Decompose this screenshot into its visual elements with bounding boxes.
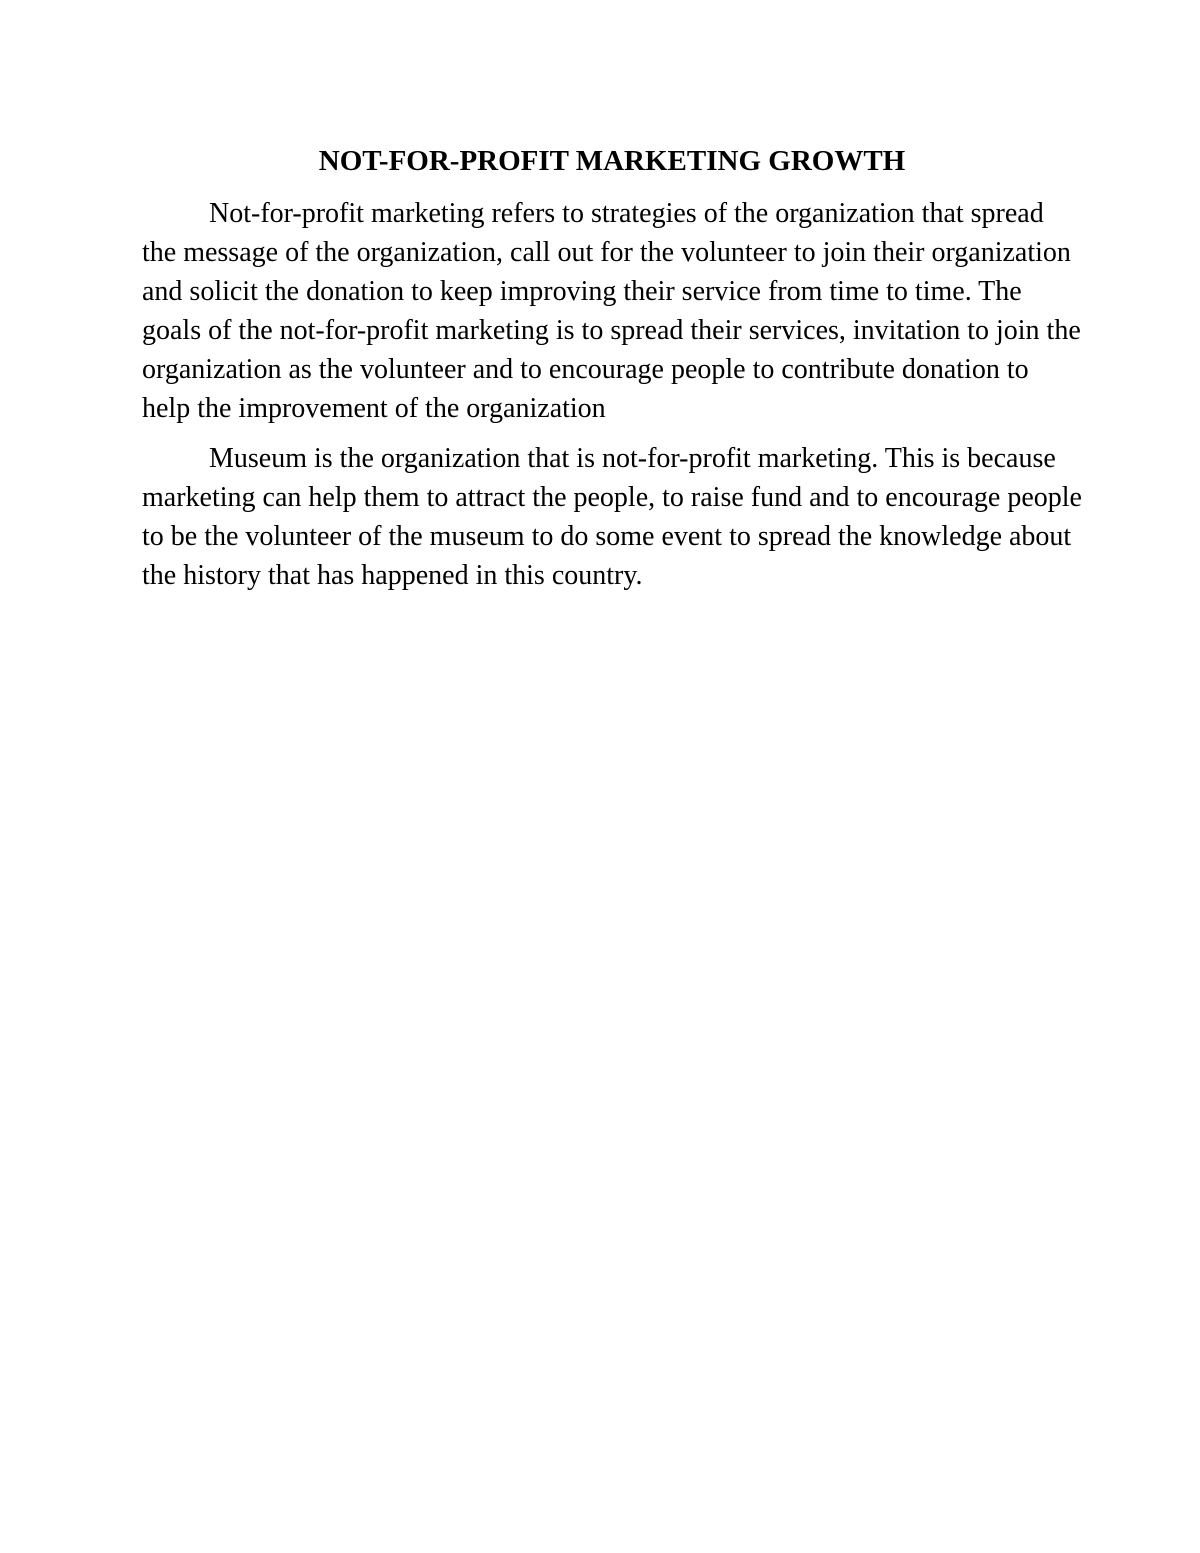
document-title: NOT-FOR-PROFIT MARKETING GROWTH [318, 145, 906, 177]
document-body [142, 142, 1082, 606]
paragraph-definition: Not-for-profit marketing refers to strategies of the organization that spread the message of the organization, call out for the volunteer to join their organization and solicit the donation to keep improving their service from time to time. The goals of the not-for-profit marketing is to spread their services, invitation to join the organization as the volunteer and to encourage people to contribute donation to help the improvement of the organization [142, 198, 1081, 424]
paragraph-museum: Museum is the organization that is not-for-profit marketing. This is because marketing can help them to attract the people, to raise fund and to encourage people to be the volunteer of the museum to do some event to spread the knowledge about the history that has happened in this country. [142, 443, 1082, 591]
